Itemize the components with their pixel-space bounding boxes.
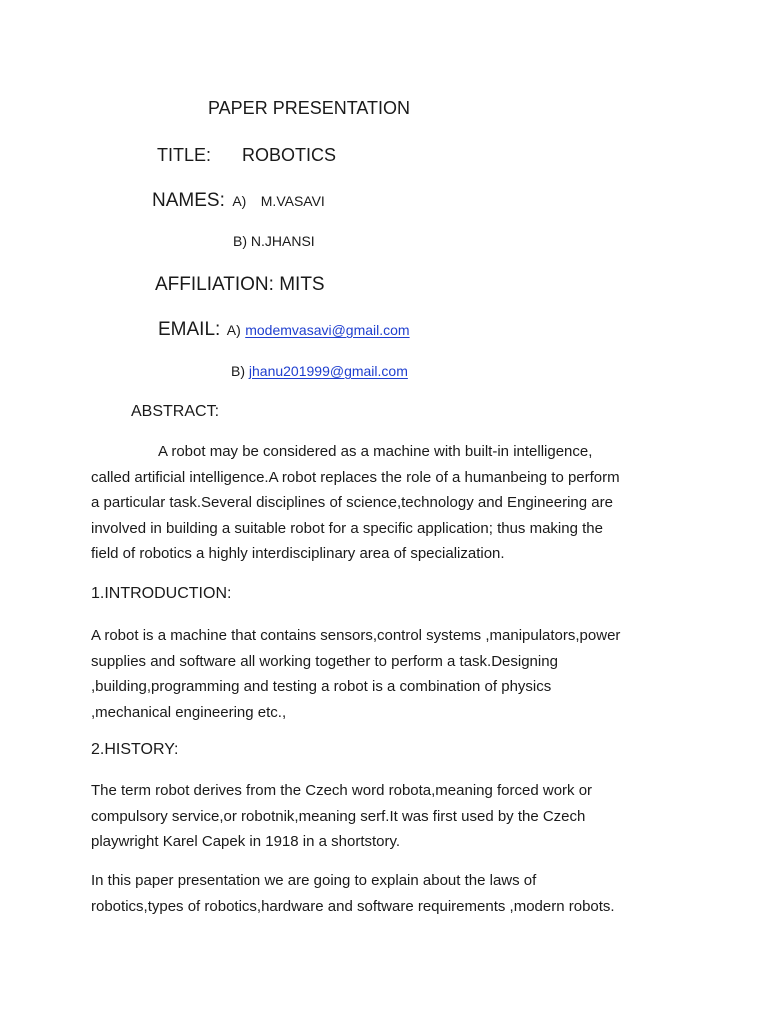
history-line: The term robot derives from the Czech word robota,meaning forced work or (91, 782, 593, 799)
intro-line: supplies and software all working together to perform a task.Designing (91, 652, 558, 670)
presentation-header: PAPER PRESENTATION (208, 98, 411, 118)
name-a-marker: A) (232, 193, 247, 209)
closing-paragraph (91, 868, 681, 919)
names-block (152, 191, 325, 210)
abstract-line: a particular task.Several disciplines of science,technology and Engineering are (91, 494, 613, 511)
closing-line: robotics,types of robotics,hardware and software requirements ,modern robots. (91, 897, 615, 915)
intro-heading: 1.INTRODUCTION: (91, 585, 232, 602)
email-b-block (231, 364, 408, 378)
history-line: compulsory service,or robotnik,meaning serf.It was first used by the Czech (91, 807, 586, 825)
email-a-link[interactable]: modemvasavi@gmail.com (245, 322, 410, 338)
history-line: playwright Karel Capek in 1918 in a shortstory. (91, 833, 401, 850)
names-label: NAMES: (152, 190, 225, 211)
affiliation: AFFILIATION: MITS (155, 274, 325, 295)
abstract-line: field of robotics a highly interdisciplinary area of specialization. (91, 545, 505, 562)
email-block (158, 320, 410, 339)
intro-line: ,building,programming and testing a robot is a combination of physics (91, 678, 552, 695)
name-a: M.VASAVI (260, 193, 325, 209)
history-paragraph (91, 778, 681, 855)
closing-line: In this paper presentation we are going to explain about the laws of (91, 872, 537, 889)
intro-line: A robot is a machine that contains sensors,control systems ,manipulators,power (91, 627, 621, 644)
email-a-marker: A) (226, 322, 241, 338)
abstract-line: involved in building a suitable robot for a specific application; thus making the (91, 519, 603, 537)
abstract-line: A robot may be considered as a machine with built-in intelligence, (158, 443, 593, 460)
title-value: ROBOTICS (242, 145, 337, 165)
email-label: EMAIL: (158, 319, 221, 340)
intro-paragraph (91, 623, 681, 725)
name-b: B) N.JHANSI (233, 233, 315, 249)
title-label: TITLE: (157, 145, 212, 165)
abstract-line: called artificial intelligence.A robot replaces the role of a humanbeing to perform (91, 468, 620, 486)
email-b-marker: B) (231, 363, 245, 379)
intro-line: ,mechanical engineering etc., (91, 703, 287, 721)
history-heading: 2.HISTORY: (91, 741, 179, 758)
abstract-paragraph (91, 439, 681, 567)
email-b-link[interactable]: jhanu201999@gmail.com (248, 363, 408, 379)
abstract-heading: ABSTRACT: (131, 403, 220, 420)
